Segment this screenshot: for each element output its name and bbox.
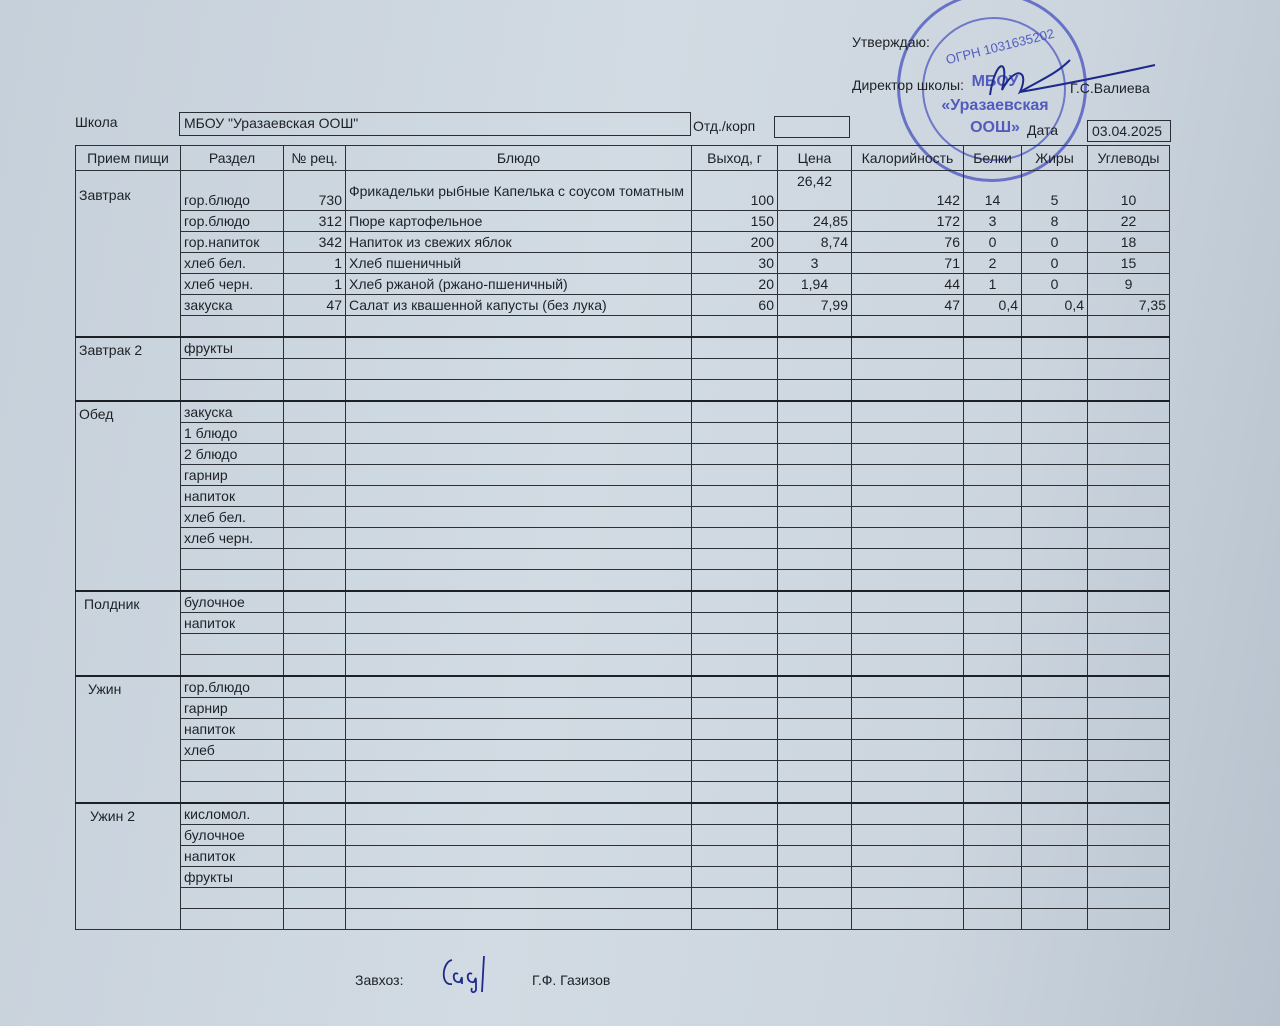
dish-cell: Пюре картофельное	[346, 211, 692, 232]
fat-cell: 0	[1022, 274, 1088, 295]
section-cell: напиток	[181, 846, 284, 867]
recipe-cell: 312	[284, 211, 346, 232]
section-cell: гор.напиток	[181, 232, 284, 253]
table-row	[76, 676, 1170, 698]
dish-cell: Фрикадельки рыбные Капелька с соусом томатным	[346, 171, 692, 211]
section-cell: 1 блюдо	[181, 423, 284, 444]
section-cell: закуска	[181, 295, 284, 316]
price-cell: 24,85	[778, 211, 852, 232]
recipe-cell: 1	[284, 253, 346, 274]
table-row	[76, 211, 1170, 232]
table-row	[76, 591, 1170, 613]
table-row	[76, 507, 1170, 528]
table-row	[76, 655, 1170, 677]
kcal-cell: 142	[852, 171, 964, 211]
table-row	[76, 274, 1170, 295]
section-cell: закуска	[181, 401, 284, 423]
carbs-cell: 22	[1088, 211, 1170, 232]
table-row	[76, 888, 1170, 909]
dept-label: Отд./корп	[693, 118, 756, 134]
table-row	[76, 401, 1170, 423]
price-cell: 1,94	[778, 274, 852, 295]
meal-dinner: Ужин	[76, 676, 181, 803]
table-row	[76, 295, 1170, 316]
table-row	[76, 909, 1170, 930]
section-cell: хлеб черн.	[181, 528, 284, 549]
col-yield: Выход, г	[692, 146, 778, 171]
table-row	[76, 337, 1170, 359]
section-cell: булочное	[181, 825, 284, 846]
protein-cell: 14	[964, 171, 1022, 211]
section-cell: кисломол.	[181, 803, 284, 825]
storekeeper-label: Завхоз:	[355, 972, 404, 988]
table-row	[76, 380, 1170, 402]
dish-cell: Хлеб ржаной (ржано-пшеничный)	[346, 274, 692, 295]
protein-cell: 3	[964, 211, 1022, 232]
school-field: МБОУ "Уразаевская ООШ"	[179, 112, 691, 136]
date-field: 03.04.2025	[1087, 120, 1171, 142]
col-meal: Прием пищи	[76, 146, 181, 171]
dish-cell: Хлеб пшеничный	[346, 253, 692, 274]
table-row	[76, 465, 1170, 486]
table-row	[76, 634, 1170, 655]
director-label: Директор школы:	[852, 77, 964, 93]
yield-cell: 30	[692, 253, 778, 274]
section-cell: гор.блюдо	[181, 211, 284, 232]
table-row	[76, 253, 1170, 274]
table-row	[76, 232, 1170, 253]
table-row	[76, 761, 1170, 782]
section-cell: напиток	[181, 719, 284, 740]
table-row	[76, 740, 1170, 761]
section-cell: 2 блюдо	[181, 444, 284, 465]
price-cell: 8,74	[778, 232, 852, 253]
col-calories: Калорийность	[852, 146, 964, 171]
table-row	[76, 423, 1170, 444]
carbs-cell: 7,35	[1088, 295, 1170, 316]
section-cell: напиток	[181, 486, 284, 507]
table-row	[76, 444, 1170, 465]
fat-cell: 8	[1022, 211, 1088, 232]
approve-label: Утверждаю:	[852, 34, 930, 50]
recipe-cell: 342	[284, 232, 346, 253]
fat-cell: 0,4	[1022, 295, 1088, 316]
section-cell: фрукты	[181, 337, 284, 359]
director-signature	[960, 50, 1160, 110]
col-recipe: № рец.	[284, 146, 346, 171]
section-cell: хлеб бел.	[181, 507, 284, 528]
table-row	[76, 570, 1170, 592]
section-cell: фрукты	[181, 867, 284, 888]
protein-cell: 0,4	[964, 295, 1022, 316]
meal-breakfast: Завтрак	[76, 171, 181, 338]
yield-cell: 100	[692, 171, 778, 211]
table-row	[76, 486, 1170, 507]
storekeeper-signature	[438, 948, 508, 998]
section-cell: гарнир	[181, 465, 284, 486]
section-cell: булочное	[181, 591, 284, 613]
carbs-cell: 10	[1088, 171, 1170, 211]
table-row	[76, 698, 1170, 719]
yield-cell: 60	[692, 295, 778, 316]
stamp-line-2: «Уразаевская	[941, 97, 1049, 114]
meal-lunch: Обед	[76, 401, 181, 591]
col-dish: Блюдо	[346, 146, 692, 171]
stamp-line-3: ООШ»	[970, 119, 1020, 136]
menu-table	[75, 145, 1170, 930]
table-row	[76, 528, 1170, 549]
recipe-cell: 1	[284, 274, 346, 295]
meal-dinner-2: Ужин 2	[76, 803, 181, 930]
kcal-cell: 44	[852, 274, 964, 295]
yield-cell: 200	[692, 232, 778, 253]
recipe-cell: 47	[284, 295, 346, 316]
protein-cell: 1	[964, 274, 1022, 295]
carbs-cell: 9	[1088, 274, 1170, 295]
col-protein: Белки	[964, 146, 1022, 171]
table-row	[76, 825, 1170, 846]
dish-cell: Напиток из свежих яблок	[346, 232, 692, 253]
table-row	[76, 359, 1170, 380]
meal-snack: Полдник	[76, 591, 181, 676]
fat-cell: 5	[1022, 171, 1088, 211]
kcal-cell: 76	[852, 232, 964, 253]
protein-cell: 2	[964, 253, 1022, 274]
table-row	[76, 549, 1170, 570]
storekeeper-name: Г.Ф. Газизов	[532, 972, 611, 988]
fat-cell: 0	[1022, 232, 1088, 253]
recipe-cell: 730	[284, 171, 346, 211]
col-fat: Жиры	[1022, 146, 1088, 171]
table-row	[76, 613, 1170, 634]
section-cell: хлеб бел.	[181, 253, 284, 274]
carbs-cell: 18	[1088, 232, 1170, 253]
price-cell: 26,42	[778, 171, 852, 211]
date-label: Дата	[1027, 122, 1059, 138]
table-row	[76, 316, 1170, 338]
kcal-cell: 47	[852, 295, 964, 316]
col-section: Раздел	[181, 146, 284, 171]
kcal-cell: 71	[852, 253, 964, 274]
col-carbs: Углеводы	[1088, 146, 1170, 171]
dept-field	[774, 116, 850, 138]
fat-cell: 0	[1022, 253, 1088, 274]
protein-cell: 0	[964, 232, 1022, 253]
stamp-line-1: МБОУ	[971, 73, 1019, 90]
stamp-ogrn: ОГРН 1031635202	[944, 25, 1056, 68]
section-cell: хлеб черн.	[181, 274, 284, 295]
table-row	[76, 846, 1170, 867]
table-row	[76, 803, 1170, 825]
price-cell: 7,99	[778, 295, 852, 316]
school-label: Школа	[75, 114, 118, 130]
section-cell: напиток	[181, 613, 284, 634]
carbs-cell: 15	[1088, 253, 1170, 274]
dish-cell: Салат из квашенной капусты (без лука)	[346, 295, 692, 316]
table-row	[76, 171, 1170, 211]
table-row	[76, 867, 1170, 888]
section-cell: гарнир	[181, 698, 284, 719]
table-row	[76, 782, 1170, 804]
price-cell: 3	[778, 253, 852, 274]
yield-cell: 20	[692, 274, 778, 295]
director-name: Г.С.Валиева	[1070, 80, 1150, 96]
table-header-row	[76, 146, 1170, 171]
section-cell: гор.блюдо	[181, 171, 284, 211]
yield-cell: 150	[692, 211, 778, 232]
col-price: Цена	[778, 146, 852, 171]
kcal-cell: 172	[852, 211, 964, 232]
table-row	[76, 719, 1170, 740]
section-cell: гор.блюдо	[181, 676, 284, 698]
meal-breakfast-2: Завтрак 2	[76, 337, 181, 401]
section-cell: хлеб	[181, 740, 284, 761]
